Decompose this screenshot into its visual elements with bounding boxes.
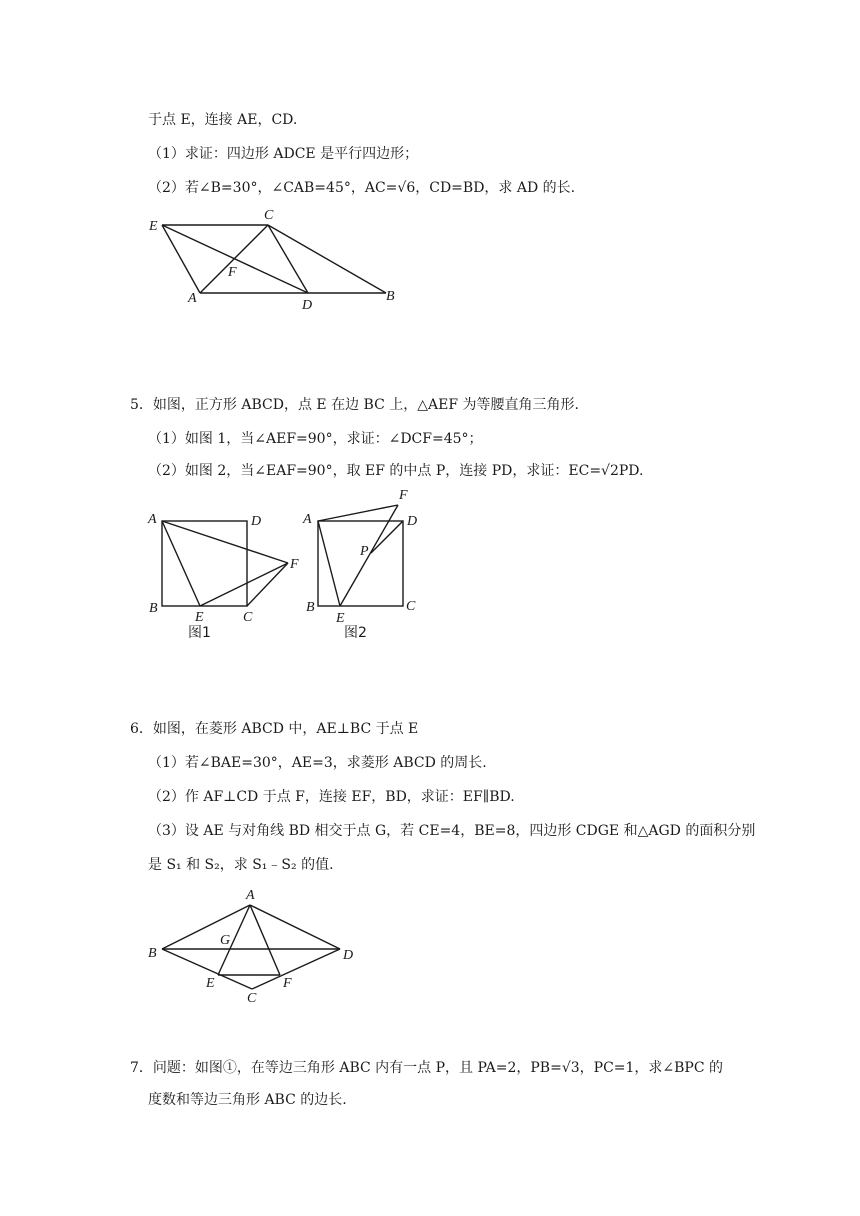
p4-label-E: E <box>149 219 158 234</box>
p6-label-G: G <box>220 933 231 948</box>
p4-label-A: A <box>188 291 197 306</box>
p6-label-C: C <box>247 991 257 1006</box>
p5-fig1-label-F: F <box>290 557 299 572</box>
p6-line-5: 是 S₁ 和 S₂，求 S₁﹣S₂ 的值. <box>148 857 334 873</box>
p6-label-A: A <box>246 888 255 903</box>
p6-line-1: 6．如图，在菱形 ABCD 中，AE⊥BC 于点 E <box>130 721 419 737</box>
p4-label-D: D <box>302 298 313 313</box>
p6-label-F: F <box>283 976 292 991</box>
p5-fig2-label-P: P <box>360 544 369 559</box>
p7-line-2: 度数和等边三角形 ABC 的边长. <box>148 1092 347 1108</box>
p6-label-E: E <box>206 976 215 991</box>
p4-label-B: B <box>386 289 395 304</box>
p4-question-1: （1）求证：四边形 ADCE 是平行四边形； <box>148 146 419 162</box>
p5-fig1-label-A: A <box>148 512 157 527</box>
p5-question-1: （1）如图 1，当∠AEF=90°，求证：∠DCF=45°； <box>148 431 483 447</box>
p5-fig2-label-D: D <box>407 514 418 529</box>
p5-fig2-caption: 图2 <box>344 625 367 641</box>
p5-fig1-label-D: D <box>251 514 262 529</box>
p6-label-D: D <box>343 948 354 963</box>
p7-line-1: 7．问题：如图①，在等边三角形 ABC 内有一点 P，且 PA=2，PB=√3，PC=1，求∠BPC 的 <box>130 1060 724 1076</box>
p5-line-1: 5．如图，正方形 ABCD，点 E 在边 BC 上，△AEF 为等腰直角三角形. <box>130 397 579 413</box>
p4-question-2: （2）若∠B=30°，∠CAB=45°，AC=√6，CD=BD，求 AD 的长. <box>148 180 576 196</box>
p5-fig2-label-A: A <box>303 512 312 527</box>
p5-fig2-label-F: F <box>399 488 408 503</box>
p6-question-1: （1）若∠BAE=30°，AE=3，求菱形 ABCD 的周长. <box>148 755 487 771</box>
p5-question-2: （2）如图 2，当∠EAF=90°，取 EF 的中点 P，连接 PD，求证：EC=√2PD. <box>148 463 644 479</box>
p6-label-B: B <box>148 946 157 961</box>
p5-fig1-label-C: C <box>243 610 253 625</box>
p4-figure <box>140 205 410 315</box>
p4-line-1: 于点 E，连接 AE，CD. <box>148 112 298 128</box>
p6-figure <box>140 887 380 1007</box>
p5-fig2-label-E: E <box>336 611 345 626</box>
p5-fig1-label-E: E <box>195 610 204 625</box>
p6-question-2: （2）作 AF⊥CD 于点 F，连接 EF，BD，求证：EF∥BD. <box>148 789 515 805</box>
p5-fig1-label-B: B <box>149 601 158 616</box>
p5-fig2-label-C: C <box>406 599 416 614</box>
p4-label-F: F <box>228 265 237 280</box>
p5-fig1-caption: 图1 <box>188 625 211 641</box>
p5-fig2-label-B: B <box>306 600 315 615</box>
p6-question-3: （3）设 AE 与对角线 BD 相交于点 G，若 CE=4，BE=8，四边形 CDGE 和△AGD 的面积分别 <box>148 823 756 839</box>
p5-figure-2 <box>296 483 436 648</box>
p4-label-C: C <box>264 208 274 223</box>
